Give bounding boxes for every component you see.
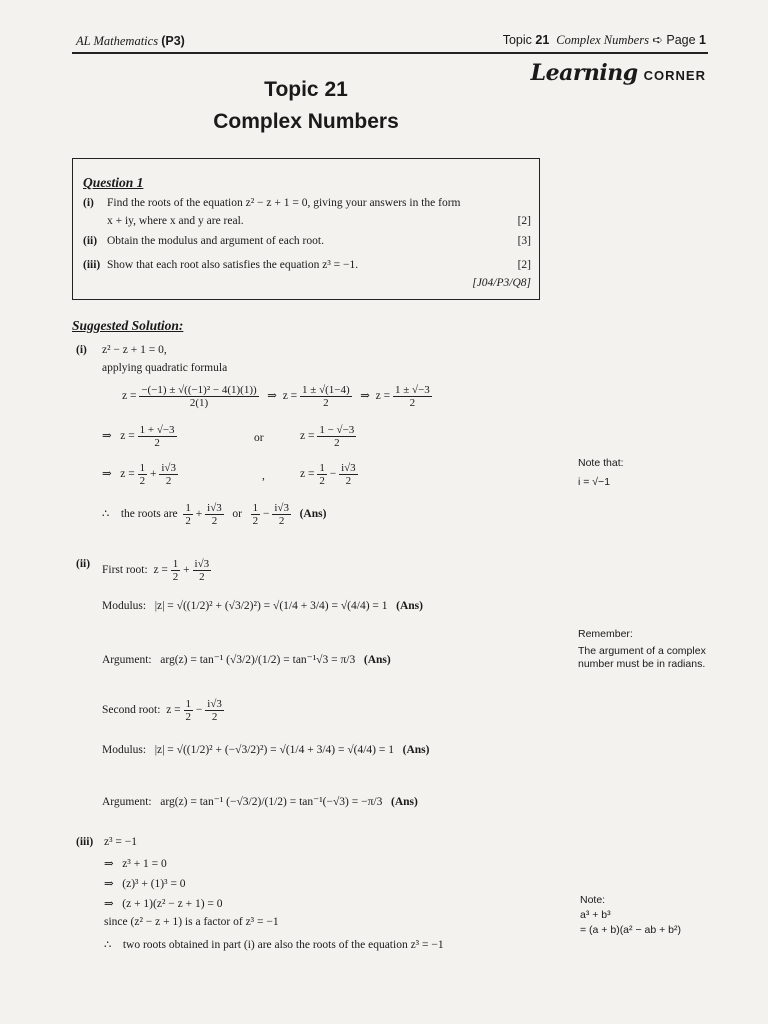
header-topic-number: 21	[535, 33, 550, 47]
sol-roots-xiy: ⇒ z = $\frac{1}{2}$ + $\frac{i√3}{2}$	[102, 462, 176, 487]
modulus-1: Modulus: |z| = √((1/2)² + (√3/2)²) = √(1/4 + 3/4) = √(4/4) = 1 (Ans)	[102, 600, 423, 612]
sol-part-i-equation: z² − z + 1 = 0,	[102, 344, 167, 356]
modulus-2: Modulus: |z| = √((1/2)² + (−√3/2)²) = √(1/4 + 3/4) = √(4/4) = 1 (Ans)	[102, 744, 430, 756]
header-topic-label: Topic	[502, 33, 536, 47]
header-page-number: 1	[699, 33, 706, 47]
header-page-label: Page	[662, 33, 700, 47]
title-topic: Topic 21	[264, 78, 348, 101]
header-topic-name: Complex Numbers	[556, 33, 649, 47]
first-root-label: First root:	[102, 564, 148, 577]
question-reference: [J04/P3/Q8]	[472, 277, 531, 289]
header-rule	[72, 52, 708, 54]
q-part-i-marks: [2]	[517, 215, 531, 227]
sol-part-iii-label: (iii)	[76, 836, 94, 848]
or-word: or	[254, 432, 264, 444]
argument-label: Argument:	[102, 654, 152, 666]
note-remember: Remember: The argument of a complex number must be in radians.	[578, 628, 706, 670]
question-box	[72, 158, 540, 300]
note-sum-of-cubes: Note: a³ + b³ = (a + b)(a² − ab + b²)	[580, 894, 681, 936]
question-heading: Question 1	[83, 175, 144, 190]
q-part-iii-marks: [2]	[517, 259, 531, 271]
note-i-definition: Note that: i = √−1	[578, 457, 624, 488]
q-part-iii-label: (iii)	[83, 259, 101, 271]
sol-roots-are: ∴ the roots are $\frac{1}{2}$ + $\frac{i√3}{2}$ or $\frac{1}{2}$ − $\frac{i√3}{2}$ (Ans)	[102, 502, 327, 527]
header-right	[503, 32, 706, 48]
sol-part-i-label: (i)	[76, 344, 87, 356]
implies-icon: ⇒	[267, 390, 277, 403]
sol-part-i-apply: applying quadratic formula	[102, 362, 228, 374]
brand-script: Learning	[530, 60, 638, 86]
q-part-ii-label: (ii)	[83, 235, 98, 247]
modulus-expression: |z| = √((1/2)² + (√3/2)²) = √(1/4 + 3/4) = √(4/4) = 1	[154, 600, 388, 612]
sol-quadratic-line: z = $\frac{\text{−(−1) ± √((−1)² − 4(1)(1))}}{2(1)}$ ⇒ z = $\frac{1 \pm √(1-4)}{2}$ ⇒ z = $\frac{1 \pm √-3}{2}$	[122, 384, 430, 409]
z-equals: z =	[122, 390, 137, 403]
implies-icon: ⇒	[102, 430, 112, 443]
q-part-iii-text: Show that each root also satisfies the equation z³ = −1.	[107, 259, 359, 271]
q-part-ii-marks: [3]	[517, 235, 531, 247]
page-title	[156, 78, 456, 134]
brand-logo	[531, 60, 706, 86]
argument-expression: arg(z) = tan⁻¹ (√3/2)/(1/2) = tan⁻¹√3 = π/3	[160, 654, 356, 666]
modulus-label: Modulus:	[102, 600, 147, 612]
argument-1: Argument: arg(z) = tan⁻¹ (√3/2)/(1/2) = tan⁻¹√3 = π/3 (Ans)	[102, 654, 391, 666]
q-part-i-text-2: x + iy, where x and y are real.	[107, 215, 244, 227]
answer-tag: (Ans)	[299, 508, 327, 521]
implies-icon: ⇒	[360, 390, 370, 403]
header-paper-code: (P3)	[161, 34, 185, 48]
second-root-label: Second root:	[102, 704, 161, 717]
header-subject: AL Mathematics	[76, 34, 162, 48]
argument-2: Argument: arg(z) = tan⁻¹ (−√3/2)/(1/2) = tan⁻¹(−√3) = −π/3 (Ans)	[102, 796, 418, 808]
solution-heading: Suggested Solution:	[72, 318, 184, 333]
arrow-icon: ➪	[652, 33, 663, 47]
q-part-ii-text: Obtain the modulus and argument of each root.	[107, 235, 324, 247]
q-part-i-label: (i)	[83, 197, 94, 209]
conclusion-text: two roots obtained in part (i) are also the roots of the equation z³ = −1	[122, 939, 444, 951]
title-subject: Complex Numbers	[213, 110, 399, 133]
brand-corner: CORNER	[643, 68, 706, 83]
header-left	[76, 34, 185, 49]
quadratic-fraction: $\frac{\text{−(−1) ± √((−1)² − 4(1)(1))}}{2(1)}$	[141, 384, 257, 409]
sol-part-ii-label: (ii)	[76, 558, 91, 570]
sol-roots-split: ⇒ z = $\frac{1 + √-3}{2}$	[102, 424, 175, 449]
q-part-i-text: Find the roots of the equation z² − z + 1 = 0, giving your answers in the form	[107, 197, 461, 209]
